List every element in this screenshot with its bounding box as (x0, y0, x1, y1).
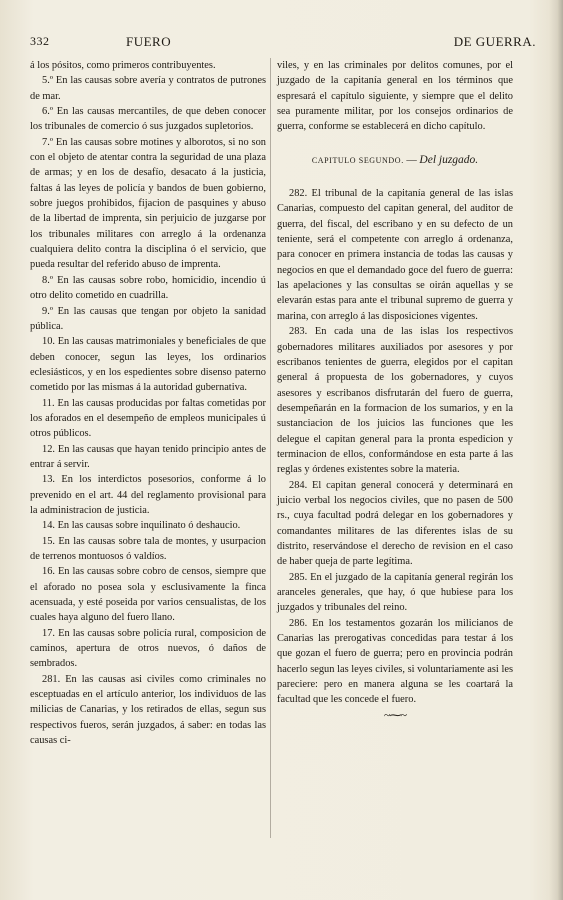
paragraph: 285. En el juzgado de la capitanía general regirán los aranceles generales, que hay, ó que hubiese para los juzgados y tribunales del reino. (277, 571, 513, 614)
paragraph: 286. En los testamentos gozarán los milicianos de Canarias las prerogativas concedidas para testar á los que gozan el fuero de guerra; pero en provincia podrán hacerlo segun las leyes civiles, si voluntariamente asi les pareciere: pero en manera alguna se les coartará la facultad que les concede el fuero. (277, 617, 513, 706)
paragraph: 5.º En las causas sobre avería y contratos de putrones de mar. (30, 75, 266, 102)
paragraph: 7.º En las causas sobre motines y alborotos, si no son con el objeto de atentar contra la seguridad de una plaza de armas; y en los de desafío, desacato á la justicia, faltas á las leyes de policía y bandos de buen gobierno, sobre juegos prohibidos, fijacion de pasquines y abuso de la libertad de imprenta, sin perjuicio de juzgarse por los tribunales militares con arreglo á la ordenanza cualquiera delito contra la disciplina ó el servicio, que pueda resultar del referido abuso de imprenta. (30, 136, 266, 271)
paragraph: 14. En las causas sobre inquilinato ó deshaucio. (42, 520, 241, 532)
page-number: 332 (30, 34, 50, 48)
paragraph: 13. En los interdictos posesorios, conforme á lo prevenido en el art. 44 del reglamento provisional para la administracion de justicia. (30, 474, 266, 516)
paragraph: 15. En las causas sobre tala de montes, y usurpacion de terrenos montuosos ó valdíos. (30, 535, 266, 562)
running-title-left: FUERO (126, 34, 172, 49)
paragraph: á los pósitos, como primeros contribuyentes. (30, 60, 216, 71)
end-ornament: ~⁓~ (384, 707, 406, 722)
chapter-title: Del juzgado. (419, 153, 479, 166)
paragraph: 12. En las causas que hayan tenido principio antes de entrar á servir. (30, 443, 266, 470)
paragraph: 9.º En las causas que tengan por objeto la sanidad pública. (30, 305, 266, 332)
paragraph: 11. En las causas producidas por faltas cometidas por los aforados en el desempeño de empleos municipales ú otros públicos. (30, 397, 266, 440)
paragraph: viles, y en las criminales por delitos comunes, por el juzgado de la capitanía general en los términos que espresará el capítulo siguiente, y siempre que el delito sea puramente militar, por los consejos ordinarios de guerra, conforme se establecerá en dicho capítulo. (277, 60, 513, 133)
paragraph: 281. En las causas asi civiles como criminales no esceptuadas en el artículo anterior, los individuos de las milicias de Canarias, y los retirados de ellas, segun sus respectivos fueros, serán juzgados, á saber: en todas las causas ci- (30, 673, 266, 747)
running-title-right: DE GUERRA. (453, 34, 536, 49)
chapter-dash: — (406, 154, 417, 166)
chapter-label: CAPITULO SEGUNDO. (311, 155, 404, 165)
paragraph: 6.º En las causas mercantiles, de que deben conocer los tribunales de comercio ó sus juzgados supletorios. (30, 106, 266, 133)
paragraph: 17. En las causas sobre policía rural, composicion de caminos, apertura de otros nuevos, ó daños de sembrados. (30, 627, 266, 670)
column-divider (270, 58, 271, 838)
running-header (30, 34, 536, 52)
page-edge-shadow (549, 0, 563, 900)
paragraph: 16. En las causas sobre cobro de censos, siempre que el aforado no posea sola y esclusivamente la finca acensuada, y esté poseida por varios censualistas, de los cuales haya alguno del fuero llano. (30, 566, 266, 624)
left-column (30, 58, 266, 748)
paragraph: 284. El capitan general conocerá y determinará en juicio verbal los negocios civiles, que no pasen de 500 rs., cuya facultad podrá delegar en los gobernadores y comandantes militares de las diferentes islas de su distrito, reservándose el derecho de revision en el caso de haber queja de parte legítima. (277, 479, 513, 568)
right-column (277, 58, 513, 723)
paragraph: 10. En las causas matrimoniales y beneficiales de que deben conocer, segun las leyes, los ordinarios eclesiásticos, y en los espedientes sobre disenso paterno cometido por las mismas á la autoridad gubernativa. (30, 336, 266, 394)
paragraph: 282. El tribunal de la capitanía general de las islas Canarias, compuesto del capitan general, del auditor de guerra, del fiscal, del escribano y en su defecto de un teniente, será el competente con arreglo á ordenanza, para conocer en primera instancia de todas las causas y negocios en que el demandado goce del fuero de guerra: las apelaciones y las consultas se oirán aquellas y se elevarán estas para ante el tribunal supremo de guerra y marina, con arreglo á las disposiciones vigentes. (277, 188, 513, 322)
paragraph: 8.º En las causas sobre robo, homicidio, incendio ú otro delito cometido en cuadrilla. (30, 274, 266, 302)
chapter-heading (277, 153, 513, 168)
paragraph: 283. En cada una de las islas los respectivos gobernadores militares auxiliados por asesores y por escribanos tenientes de guerra, elegidos por el capitan general á propuesta de los gobernadores, y cuyos asesores y escribanos disfrutarán del fuero de guerra, desempeñarán en la formacion de los sumarios, y en la sustanciacion de los juicios las funciones que les delegue el capitan general para la pronta espedicion y terminacion de ellos, conformándose en esta parte á las reglas y órdenes existentes sobre la materia. (277, 326, 513, 476)
